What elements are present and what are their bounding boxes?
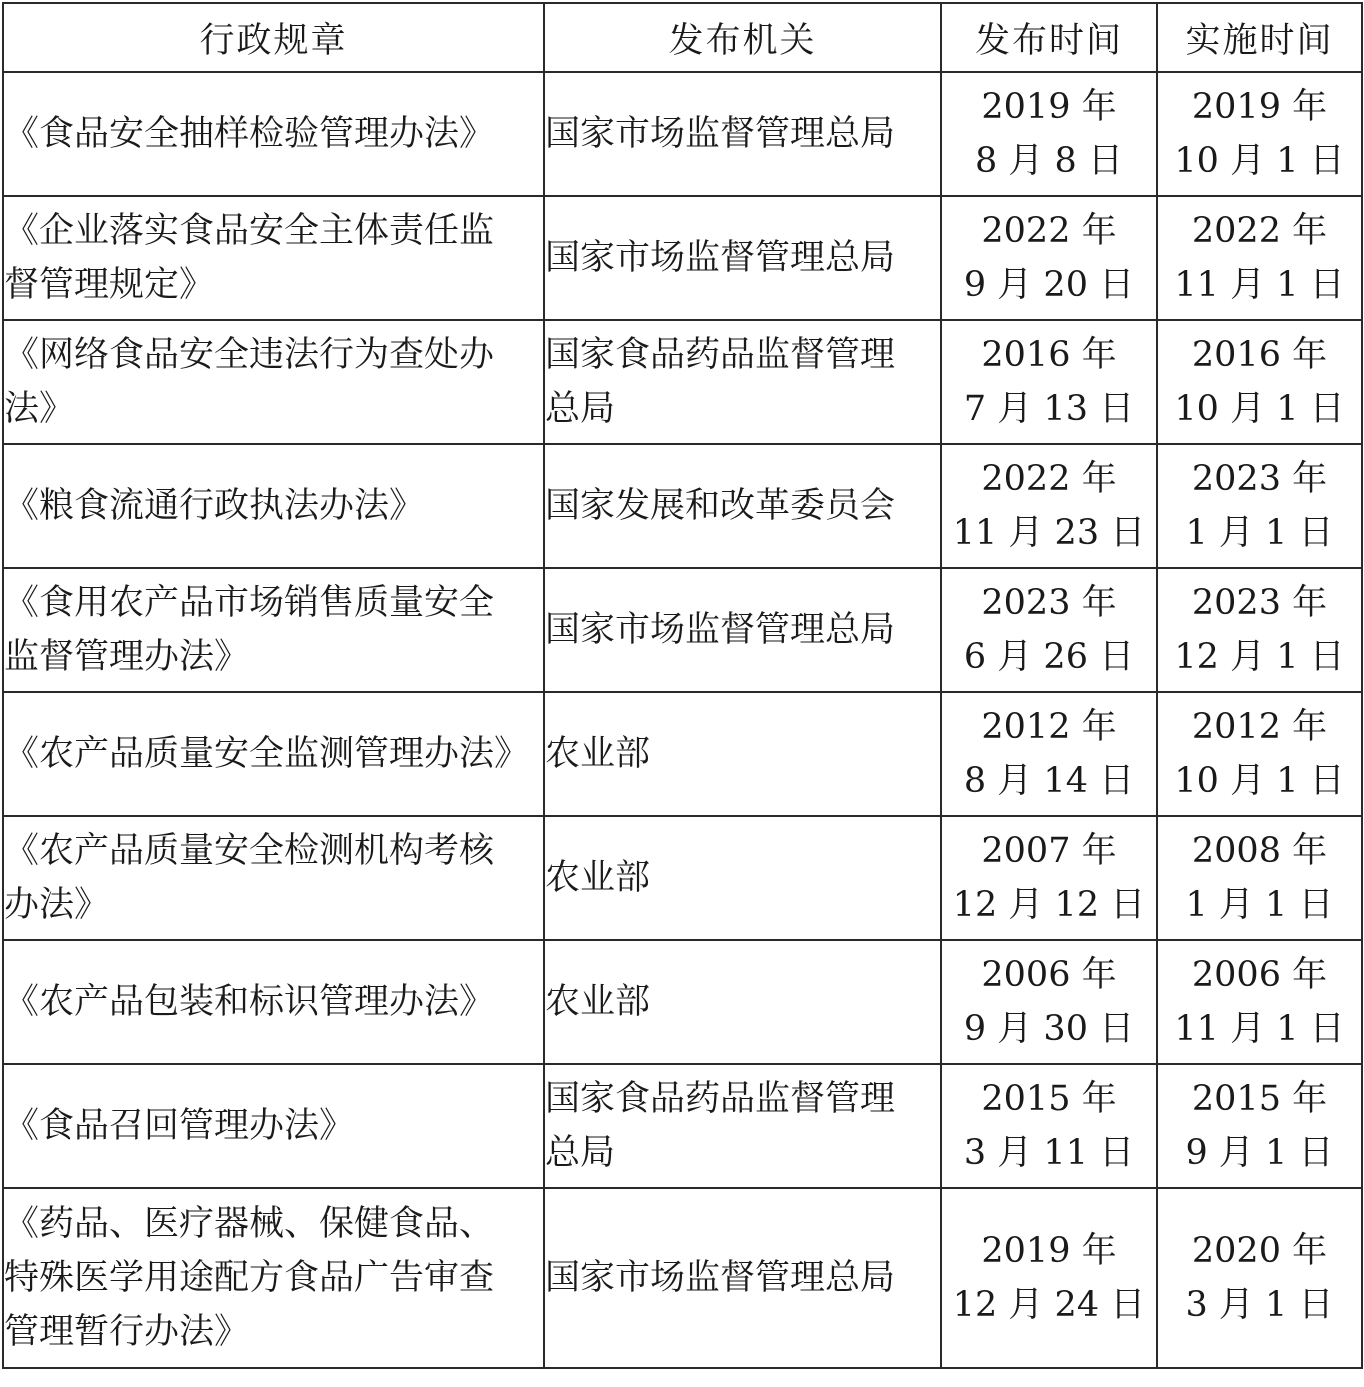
regulation-name-line: 办法》 <box>4 885 110 925</box>
table-row <box>3 568 1362 692</box>
effective-date-cell <box>1157 72 1362 196</box>
effective-date-line: 2015 年 <box>1191 1079 1328 1119</box>
table-row <box>3 196 1362 320</box>
issuing-authority-line: 国家食品药品监督管理 <box>545 1079 896 1119</box>
effective-date-line: 2022 年 <box>1191 211 1328 251</box>
publish-date-line: 3 月 11 日 <box>963 1133 1135 1173</box>
effective-date-cell <box>1157 1188 1362 1368</box>
effective-date-line: 2012 年 <box>1191 707 1328 747</box>
effective-date-line: 10 月 1 日 <box>1174 761 1345 801</box>
regulation-name-cell <box>3 1188 544 1368</box>
effective-date-line: 2019 年 <box>1191 87 1328 127</box>
table-body <box>3 72 1362 1368</box>
issuing-authority-line: 农业部 <box>545 858 651 898</box>
header-row <box>3 3 1362 72</box>
publish-date-cell <box>941 320 1157 444</box>
publish-date-line: 8 月 14 日 <box>963 761 1135 801</box>
effective-date-cell <box>1157 1064 1362 1188</box>
publish-date-line: 9 月 30 日 <box>963 1009 1135 1049</box>
effective-date-line: 2023 年 <box>1191 583 1328 623</box>
table-row <box>3 1188 1362 1368</box>
table-row <box>3 816 1362 940</box>
publish-date-line: 8 月 8 日 <box>975 141 1123 181</box>
table-row <box>3 940 1362 1064</box>
header-issuer: 发布机关 <box>544 3 941 72</box>
publish-date-cell <box>941 816 1157 940</box>
publish-date-cell <box>941 72 1157 196</box>
publish-date-cell <box>941 940 1157 1064</box>
regulation-name-line: 《药品、医疗器械、保健食品、 <box>4 1204 495 1244</box>
issuing-authority-cell <box>544 568 941 692</box>
table-row <box>3 320 1362 444</box>
effective-date-line: 2006 年 <box>1191 955 1328 995</box>
issuing-authority-line: 国家市场监督管理总局 <box>545 238 896 278</box>
effective-date-cell <box>1157 444 1362 568</box>
regulation-name-line: 监督管理办法》 <box>4 637 250 677</box>
publish-date-line: 2006 年 <box>981 955 1117 995</box>
issuing-authority-cell <box>544 692 941 816</box>
issuing-authority-cell <box>544 320 941 444</box>
regulation-name-line: 《食品安全抽样检验管理办法》 <box>4 114 495 154</box>
issuing-authority-cell <box>544 940 941 1064</box>
regulation-name-line: 督管理规定》 <box>4 265 215 305</box>
effective-date-line: 12 月 1 日 <box>1174 637 1345 677</box>
regulation-name-cell <box>3 320 544 444</box>
header-publish-date: 发布时间 <box>941 3 1157 72</box>
effective-date-line: 9 月 1 日 <box>1185 1133 1334 1173</box>
regulation-name-cell <box>3 940 544 1064</box>
regulation-name-cell <box>3 72 544 196</box>
effective-date-cell <box>1157 568 1362 692</box>
effective-date-cell <box>1157 196 1362 320</box>
effective-date-line: 10 月 1 日 <box>1174 389 1345 429</box>
effective-date-line: 10 月 1 日 <box>1174 141 1345 181</box>
regulation-name-line: 《粮食流通行政执法办法》 <box>4 486 425 526</box>
publish-date-line: 2022 年 <box>981 459 1117 499</box>
issuing-authority-line: 农业部 <box>545 734 651 774</box>
publish-date-cell <box>941 692 1157 816</box>
effective-date-line: 2023 年 <box>1191 459 1328 499</box>
publish-date-line: 2012 年 <box>981 707 1117 747</box>
publish-date-cell <box>941 444 1157 568</box>
effective-date-cell <box>1157 692 1362 816</box>
effective-date-line: 3 月 1 日 <box>1185 1285 1334 1325</box>
issuing-authority-line: 国家发展和改革委员会 <box>545 486 896 526</box>
issuing-authority-line: 国家市场监督管理总局 <box>545 610 896 650</box>
regulation-name-line: 《农产品质量安全检测机构考核 <box>4 831 495 871</box>
issuing-authority-line: 国家食品药品监督管理 <box>545 335 896 375</box>
effective-date-cell <box>1157 816 1362 940</box>
publish-date-line: 12 月 12 日 <box>952 885 1146 925</box>
regulation-name-line: 管理暂行办法》 <box>4 1312 250 1352</box>
publish-date-cell <box>941 1188 1157 1368</box>
table-header <box>3 3 1362 72</box>
issuing-authority-line: 农业部 <box>545 982 651 1022</box>
header-regulation: 行政规章 <box>3 3 544 72</box>
publish-date-cell <box>941 1064 1157 1188</box>
issuing-authority-cell <box>544 196 941 320</box>
issuing-authority-cell <box>544 1064 941 1188</box>
regulation-name-line: 《农产品包装和标识管理办法》 <box>4 982 495 1022</box>
publish-date-line: 9 月 20 日 <box>963 265 1135 305</box>
table-row <box>3 72 1362 196</box>
issuing-authority-line: 国家市场监督管理总局 <box>545 1258 896 1298</box>
issuing-authority-line: 总局 <box>545 1133 616 1173</box>
publish-date-cell <box>941 568 1157 692</box>
regulation-name-line: 《农产品质量安全监测管理办法》 <box>4 734 530 774</box>
issuing-authority-cell <box>544 1188 941 1368</box>
publish-date-line: 6 月 26 日 <box>963 637 1135 677</box>
publish-date-line: 11 月 23 日 <box>952 513 1146 553</box>
regulation-name-line: 《食用农产品市场销售质量安全 <box>4 583 495 623</box>
publish-date-line: 2015 年 <box>981 1079 1117 1119</box>
regulation-name-line: 《食品召回管理办法》 <box>4 1106 355 1146</box>
regulation-name-cell <box>3 444 544 568</box>
effective-date-line: 2020 年 <box>1191 1231 1328 1271</box>
regulations-table <box>2 2 1363 1369</box>
regulation-name-cell <box>3 568 544 692</box>
issuing-authority-cell <box>544 72 941 196</box>
issuing-authority-line: 总局 <box>545 389 616 429</box>
table-row <box>3 444 1362 568</box>
table-row <box>3 1064 1362 1188</box>
issuing-authority-cell <box>544 816 941 940</box>
publish-date-line: 2023 年 <box>981 583 1117 623</box>
effective-date-line: 2016 年 <box>1191 335 1328 375</box>
regulation-name-cell <box>3 196 544 320</box>
issuing-authority-line: 国家市场监督管理总局 <box>545 114 896 154</box>
publish-date-line: 7 月 13 日 <box>963 389 1135 429</box>
effective-date-line: 1 月 1 日 <box>1185 513 1334 553</box>
table-row <box>3 692 1362 816</box>
effective-date-line: 2008 年 <box>1191 831 1328 871</box>
publish-date-line: 2022 年 <box>981 211 1117 251</box>
publish-date-line: 12 月 24 日 <box>952 1285 1146 1325</box>
publish-date-cell <box>941 196 1157 320</box>
publish-date-line: 2007 年 <box>981 831 1117 871</box>
effective-date-line: 1 月 1 日 <box>1185 885 1334 925</box>
regulation-name-line: 《网络食品安全违法行为查处办 <box>4 335 495 375</box>
regulation-name-line: 《企业落实食品安全主体责任监 <box>4 211 495 251</box>
publish-date-line: 2016 年 <box>981 335 1117 375</box>
header-effective-date: 实施时间 <box>1157 3 1362 72</box>
regulation-name-cell <box>3 692 544 816</box>
publish-date-line: 2019 年 <box>981 87 1117 127</box>
regulation-name-line: 特殊医学用途配方食品广告审查 <box>4 1258 495 1298</box>
regulation-name-cell <box>3 1064 544 1188</box>
publish-date-line: 2019 年 <box>981 1231 1117 1271</box>
regulation-name-cell <box>3 816 544 940</box>
issuing-authority-cell <box>544 444 941 568</box>
effective-date-line: 11 月 1 日 <box>1174 265 1345 305</box>
effective-date-line: 11 月 1 日 <box>1174 1009 1345 1049</box>
effective-date-cell <box>1157 940 1362 1064</box>
regulation-name-line: 法》 <box>4 389 75 429</box>
effective-date-cell <box>1157 320 1362 444</box>
